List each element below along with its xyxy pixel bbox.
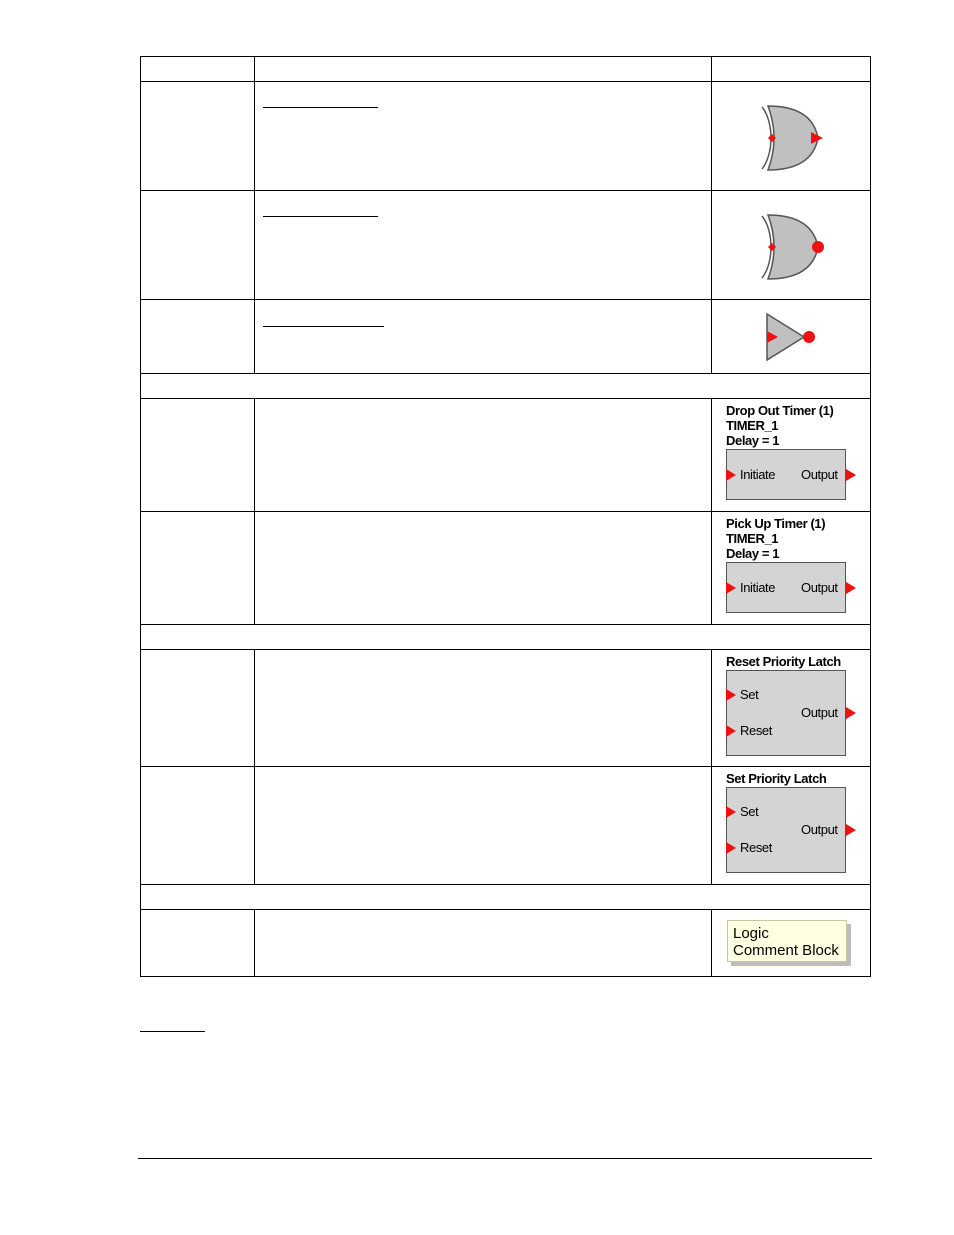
output-port-icon <box>846 582 856 594</box>
latch-reset-label: Reset <box>740 723 772 738</box>
table-row <box>141 191 871 300</box>
symbol-cell <box>712 910 871 977</box>
reset-port-icon <box>726 725 736 737</box>
name-cell <box>141 191 255 300</box>
timer-name: TIMER_1 <box>726 531 779 546</box>
latch-reset-label: Reset <box>740 840 772 855</box>
table-row <box>141 512 871 625</box>
comment-line-2: Comment Block <box>733 942 839 959</box>
description-cell <box>255 82 712 191</box>
symbol-cell <box>712 767 871 885</box>
latch-output-label: Output <box>801 822 838 837</box>
footer-divider <box>138 1158 872 1159</box>
name-cell <box>141 650 255 767</box>
latch-set-label: Set <box>740 804 759 819</box>
latch-output-label: Output <box>801 705 838 720</box>
table-row <box>141 650 871 767</box>
latch-title: Reset Priority Latch <box>726 654 841 669</box>
section-header-cell <box>141 885 871 910</box>
description-cell <box>255 650 712 767</box>
xnor-gate-icon <box>712 191 871 300</box>
table-row <box>141 767 871 885</box>
section-header-cell <box>141 625 871 650</box>
timer-name: TIMER_1 <box>726 418 779 433</box>
header-cell <box>712 57 871 82</box>
redacted-link-underline <box>263 326 384 327</box>
symbol-cell <box>712 512 871 625</box>
section-header-cell <box>141 374 871 399</box>
timer-input-label: Initiate <box>740 580 776 595</box>
timer-input-label: Initiate <box>740 467 776 482</box>
table-row <box>141 82 871 191</box>
description-cell <box>255 191 712 300</box>
output-port-icon <box>846 707 856 719</box>
name-cell <box>141 910 255 977</box>
description-cell <box>255 300 712 374</box>
redacted-link-underline <box>263 216 378 217</box>
redacted-link-underline <box>263 107 378 108</box>
latch-title: Set Priority Latch <box>726 771 827 786</box>
header-cell <box>255 57 712 82</box>
name-cell <box>141 512 255 625</box>
reset-port-icon <box>726 842 736 854</box>
table-row <box>141 399 871 512</box>
logic-comment-block <box>727 920 847 962</box>
output-port-icon <box>846 469 856 481</box>
table-row <box>141 910 871 977</box>
description-cell <box>255 910 712 977</box>
set-port-icon <box>726 806 736 818</box>
input-port-icon <box>726 469 736 481</box>
name-cell <box>141 300 255 374</box>
symbol-cell <box>712 399 871 512</box>
section-divider-row <box>141 885 871 910</box>
name-cell <box>141 399 255 512</box>
latch-set-label: Set <box>740 687 759 702</box>
section-divider-row <box>141 625 871 650</box>
table-header-row <box>141 57 871 82</box>
timer-output-label: Output <box>801 580 838 595</box>
description-cell <box>255 767 712 885</box>
comment-line-1: Logic <box>733 925 769 942</box>
symbol-cell <box>712 650 871 767</box>
timer-title: Pick Up Timer (1) <box>726 516 826 531</box>
timer-output-label: Output <box>801 467 838 482</box>
header-cell <box>141 57 255 82</box>
description-cell <box>255 399 712 512</box>
table-row <box>141 300 871 374</box>
set-port-icon <box>726 689 736 701</box>
timer-delay: Delay = 1 <box>726 433 780 448</box>
input-port-icon <box>726 582 736 594</box>
name-cell <box>141 767 255 885</box>
xor-gate-icon <box>712 82 871 191</box>
output-port-icon <box>846 824 856 836</box>
redacted-link-underline <box>140 1031 205 1032</box>
timer-delay: Delay = 1 <box>726 546 780 561</box>
description-cell <box>255 512 712 625</box>
section-divider-row <box>141 374 871 399</box>
symbol-cell <box>712 191 871 300</box>
symbol-cell <box>712 300 871 374</box>
logic-elements-table <box>140 56 871 977</box>
not-gate-icon <box>712 300 871 374</box>
name-cell <box>141 82 255 191</box>
symbol-cell <box>712 82 871 191</box>
timer-title: Drop Out Timer (1) <box>726 403 834 418</box>
